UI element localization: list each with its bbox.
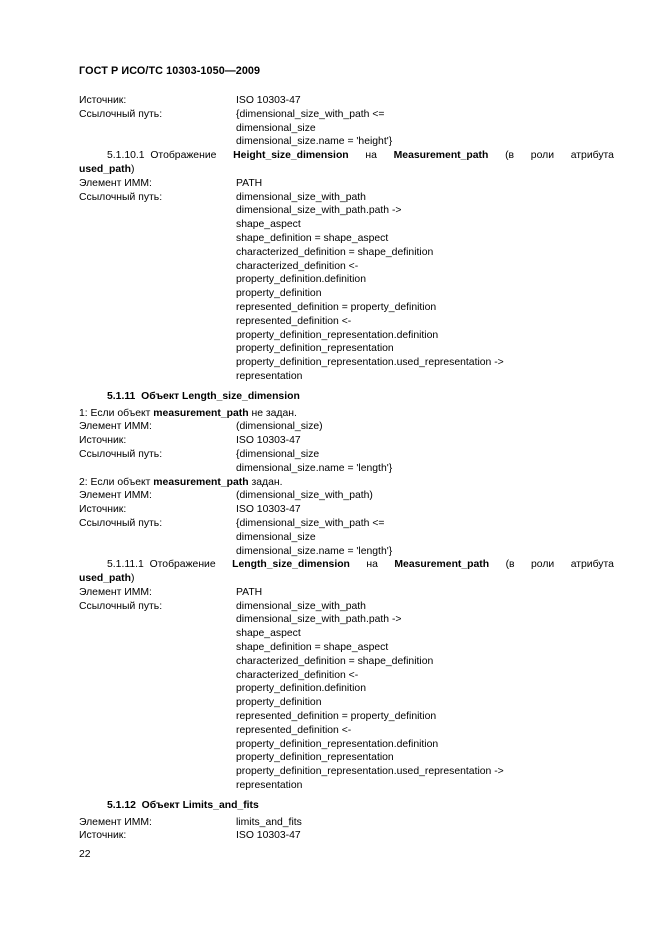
field-label — [79, 260, 236, 274]
mapping-5-1-11-1 — [79, 558, 614, 586]
field-label — [79, 531, 236, 545]
field-value: dimensional_size — [236, 122, 316, 134]
field-value: shape_definition = shape_aspect — [236, 232, 389, 244]
field-value: property_definition — [236, 697, 322, 709]
clause-in: (в — [505, 559, 515, 571]
field-label — [79, 779, 236, 793]
field-value: representation — [236, 370, 303, 382]
field-label — [79, 356, 236, 370]
clause-number: 5.1.11.1 — [107, 559, 144, 571]
field-row — [79, 600, 614, 614]
field-label — [79, 751, 236, 765]
attribute-name: used_path — [79, 573, 131, 585]
field-value: (dimensional_size_with_path) — [236, 490, 373, 502]
clause-role: роли — [530, 150, 554, 162]
field-value: ISO 10303-47 — [236, 830, 301, 842]
field-label: Элемент ИММ: — [79, 816, 152, 828]
field-label — [79, 342, 236, 356]
field-row — [79, 108, 614, 122]
field-value: property_definition_representation — [236, 752, 394, 764]
field-row — [79, 301, 614, 315]
field-row — [79, 177, 614, 191]
field-value: property_definition_representation.definition — [236, 738, 439, 750]
field-label: Ссылочный путь: — [79, 191, 163, 203]
close-paren: ) — [130, 163, 135, 175]
field-row — [79, 531, 614, 545]
field-value: {dimensional_size_with_path <= — [236, 108, 385, 120]
field-row — [79, 816, 614, 830]
section-number: 5.1.12 — [107, 799, 136, 811]
field-value: characterized_definition <- — [236, 669, 359, 681]
field-value: dimensional_size_with_path — [236, 600, 366, 612]
field-value: dimensional_size.name = 'length'} — [236, 462, 393, 474]
field-label — [79, 246, 236, 260]
field-row — [79, 682, 614, 696]
field-row — [79, 489, 614, 503]
field-value: ISO 10303-47 — [236, 435, 301, 447]
field-row — [79, 273, 614, 287]
field-row — [79, 356, 614, 370]
field-label: Источник: — [79, 830, 127, 842]
field-row — [79, 218, 614, 232]
section-title: Объект Length_size_dimension — [141, 390, 300, 402]
field-value: represented_definition <- — [236, 724, 352, 736]
section-number: 5.1.11 — [107, 390, 136, 402]
field-label — [79, 641, 236, 655]
field-row — [79, 641, 614, 655]
clause-in: (в — [505, 150, 515, 162]
field-row — [79, 765, 614, 779]
clause-attr: атрибута — [570, 150, 614, 162]
page-number: 22 — [79, 849, 91, 860]
cond-bold: measurement_path — [153, 407, 249, 419]
field-row — [79, 246, 614, 260]
clause-attr: атрибута — [570, 559, 614, 571]
field-value: represented_definition = property_definition — [236, 711, 437, 723]
field-label — [79, 135, 236, 149]
field-label — [79, 710, 236, 724]
field-value: property_definition_representation.definition — [236, 329, 439, 341]
cond-pre: 1: Если объект — [79, 407, 154, 419]
mapping-5-1-10-1 — [79, 149, 614, 177]
field-row — [79, 135, 614, 149]
field-value: ISO 10303-47 — [236, 95, 301, 106]
field-row — [79, 655, 614, 669]
field-value: characterized_definition = shape_definition — [236, 655, 434, 667]
field-value: represented_definition <- — [236, 315, 352, 327]
field-label — [79, 613, 236, 627]
field-label — [79, 301, 236, 315]
field-row — [79, 122, 614, 136]
attribute-name: used_path — [79, 163, 131, 175]
entity-name: Height_size_dimension — [233, 150, 349, 162]
field-label: Элемент ИММ: — [79, 490, 152, 502]
field-row — [79, 370, 614, 384]
field-row — [79, 260, 614, 274]
field-value: characterized_definition = shape_definition — [236, 246, 434, 258]
field-row — [79, 287, 614, 301]
field-label — [79, 738, 236, 752]
document-body — [79, 94, 614, 843]
cond-post: не задан. — [248, 407, 297, 419]
field-row — [79, 94, 614, 108]
block-top — [79, 94, 614, 149]
close-paren: ) — [130, 573, 135, 585]
field-label — [79, 218, 236, 232]
field-label — [79, 315, 236, 329]
field-label — [79, 765, 236, 779]
field-value: shape_aspect — [236, 219, 301, 231]
field-label — [79, 329, 236, 343]
field-value: property_definition_representation.used_representation -> — [236, 766, 504, 778]
field-value: property_definition_representation.used_representation -> — [236, 357, 504, 369]
field-label: Ссылочный путь: — [79, 600, 163, 612]
target-name: Measurement_path — [394, 559, 490, 571]
field-row — [79, 724, 614, 738]
field-row — [79, 696, 614, 710]
field-row — [79, 627, 614, 641]
field-row — [79, 448, 614, 462]
field-value: (dimensional_size) — [236, 421, 323, 433]
entity-name: Length_size_dimension — [232, 559, 350, 571]
field-value: property_definition_representation — [236, 343, 394, 355]
field-row — [79, 315, 614, 329]
field-row — [79, 545, 614, 559]
clause-number: 5.1.10.1 — [107, 150, 145, 162]
condition-1 — [79, 407, 614, 421]
field-label — [79, 627, 236, 641]
field-label — [79, 724, 236, 738]
field-label: Элемент ИММ: — [79, 586, 152, 598]
section-5-1-12-rows — [79, 816, 614, 844]
field-value: {dimensional_size_with_path <= — [236, 517, 385, 529]
field-label — [79, 273, 236, 287]
field-row — [79, 517, 614, 531]
target-name: Measurement_path — [393, 150, 489, 162]
field-label: Источник: — [79, 95, 127, 106]
section-title: Объект Limits_and_fits — [141, 799, 259, 811]
field-row — [79, 751, 614, 765]
field-label — [79, 370, 236, 384]
field-label — [79, 669, 236, 683]
field-row — [79, 669, 614, 683]
field-value: characterized_definition <- — [236, 260, 359, 272]
field-value: dimensional_size.name = 'length'} — [236, 545, 393, 557]
field-value: property_definition.definition — [236, 683, 366, 695]
field-value: property_definition — [236, 288, 322, 300]
field-row — [79, 586, 614, 600]
field-value: dimensional_size.name = 'height'} — [236, 136, 393, 148]
field-row — [79, 434, 614, 448]
field-label: Источник: — [79, 504, 127, 516]
field-label — [79, 232, 236, 246]
field-label: Элемент ИММ: — [79, 421, 152, 433]
clause-word: Отображение — [149, 559, 216, 571]
field-value: limits_and_fits — [236, 816, 302, 828]
cond-bold: measurement_path — [153, 476, 249, 488]
field-label — [79, 204, 236, 218]
field-row — [79, 420, 614, 434]
field-label — [79, 462, 236, 476]
section-5-1-11-heading — [79, 390, 614, 404]
field-label — [79, 545, 236, 559]
field-value: dimensional_size — [236, 531, 316, 543]
mapping-5-1-10-1-rows — [79, 177, 614, 384]
field-row — [79, 342, 614, 356]
field-row — [79, 462, 614, 476]
field-label: Элемент ИММ: — [79, 177, 152, 189]
field-row — [79, 829, 614, 843]
field-label: Ссылочный путь: — [79, 448, 163, 460]
field-row — [79, 191, 614, 205]
field-value: shape_aspect — [236, 628, 301, 640]
field-value: shape_definition = shape_aspect — [236, 642, 389, 654]
field-label — [79, 287, 236, 301]
field-value: PATH — [236, 586, 263, 598]
field-label — [79, 696, 236, 710]
clause-word: Отображение — [150, 150, 217, 162]
section-5-1-12-heading — [79, 799, 614, 813]
field-label — [79, 682, 236, 696]
clause-on: на — [366, 559, 378, 571]
cond-post: задан. — [248, 476, 283, 488]
field-row — [79, 204, 614, 218]
field-label — [79, 122, 236, 136]
field-value: PATH — [236, 177, 263, 189]
cond-pre: 2: Если объект — [79, 476, 154, 488]
field-row — [79, 738, 614, 752]
field-value: dimensional_size_with_path.path -> — [236, 614, 402, 626]
condition-2-rows — [79, 489, 614, 558]
field-label: Ссылочный путь: — [79, 517, 163, 529]
field-value: ISO 10303-47 — [236, 504, 301, 516]
field-value: {dimensional_size — [236, 448, 320, 460]
field-label: Ссылочный путь: — [79, 108, 163, 120]
clause-on: на — [365, 150, 377, 162]
field-row — [79, 613, 614, 627]
field-label — [79, 655, 236, 669]
field-value: representation — [236, 780, 303, 792]
field-row — [79, 710, 614, 724]
field-row — [79, 329, 614, 343]
field-value: dimensional_size_with_path.path -> — [236, 205, 402, 217]
field-value: represented_definition = property_definition — [236, 301, 437, 313]
mapping-5-1-11-1-rows — [79, 586, 614, 793]
clause-role: роли — [531, 559, 555, 571]
field-value: property_definition.definition — [236, 274, 366, 286]
condition-2 — [79, 476, 614, 490]
field-value: dimensional_size_with_path — [236, 191, 366, 203]
field-row — [79, 503, 614, 517]
field-row — [79, 232, 614, 246]
field-row — [79, 779, 614, 793]
condition-1-rows — [79, 420, 614, 475]
field-label: Источник: — [79, 435, 127, 447]
document-header: ГОСТ Р ИСО/ТС 10303-1050—2009 — [79, 65, 261, 77]
